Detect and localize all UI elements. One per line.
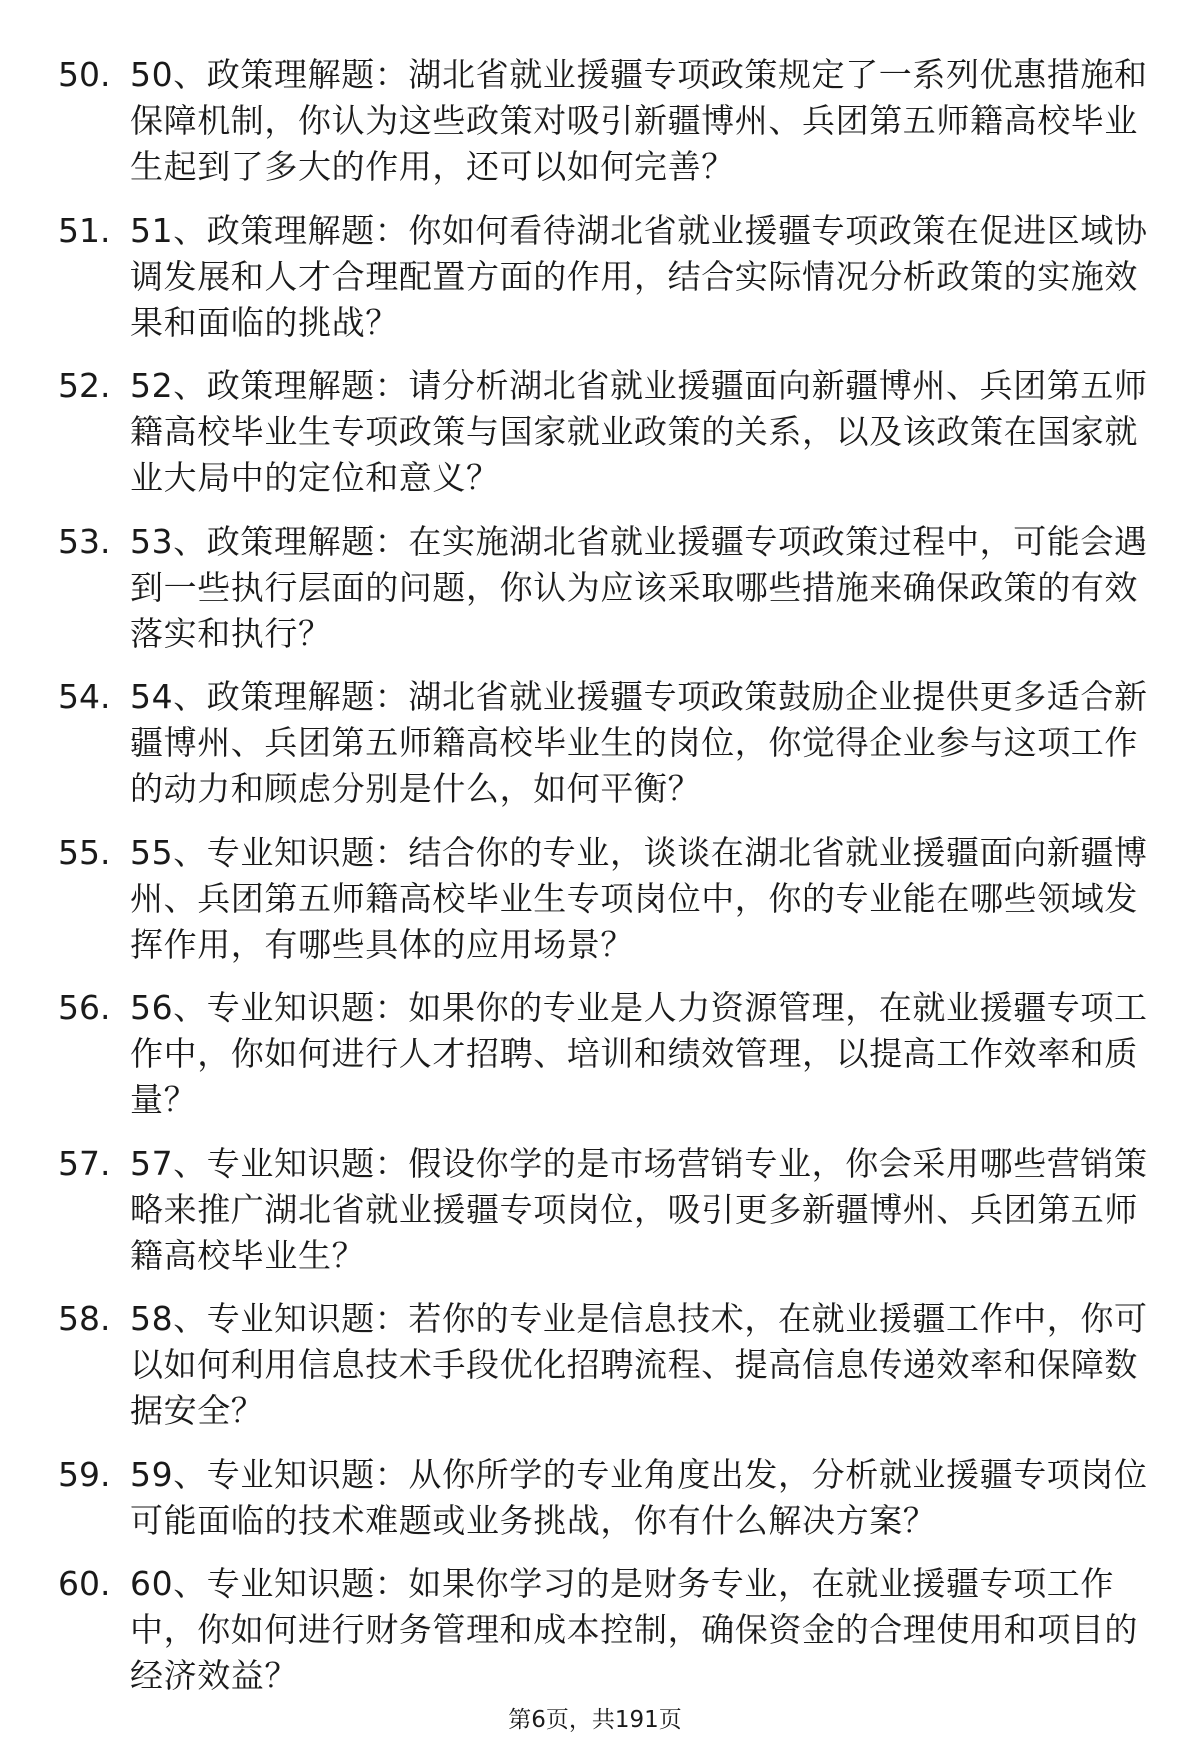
question-number: 50. (58, 55, 111, 94)
question-item (58, 52, 1158, 190)
question-text: 57、专业知识题：假设你学的是市场营销专业，你会采用哪些营销策略来推广湖北省就业援疆专项岗位，吸引更多新疆博州、兵团第五师籍高校毕业生？ (130, 1143, 1148, 1275)
question-item (58, 208, 1158, 346)
question-number: 53. (58, 521, 111, 561)
question-item (58, 985, 1158, 1123)
question-text: 51、政策理解题：你如何看待湖北省就业援疆专项政策在促进区域协调发展和人才合理配置方面的作用，结合实际情况分析政策的实施效果和面临的挑战？ (130, 210, 1148, 342)
question-number: 60. (58, 1564, 111, 1603)
question-item (58, 1452, 1158, 1544)
question-number: 58. (58, 1299, 111, 1338)
question-text: 50、政策理解题：湖北省就业援疆专项政策规定了一系列优惠措施和保障机制，你认为这些政策对吸引新疆博州、兵团第五师籍高校毕业生起到了多大的作用，还可以如何完善？ (130, 55, 1148, 186)
question-number: 56. (58, 988, 111, 1027)
question-number: 54. (58, 677, 111, 716)
question-number: 59. (58, 1454, 111, 1494)
question-item (58, 1561, 1158, 1699)
question-item (58, 363, 1158, 501)
question-item (58, 1296, 1158, 1434)
question-item (58, 830, 1158, 968)
question-text: 54、政策理解题：湖北省就业援疆专项政策鼓励企业提供更多适合新疆博州、兵团第五师籍高校毕业生的岗位，你觉得企业参与这项工作的动力和顾虑分别是什么，如何平衡？ (130, 677, 1148, 808)
question-number: 57. (58, 1143, 111, 1183)
question-text: 60、专业知识题：如果你学习的是财务专业，在就业援疆专项工作中，你如何进行财务管理和成本控制，确保资金的合理使用和项目的经济效益？ (130, 1564, 1138, 1695)
question-list (58, 52, 1158, 1717)
question-number: 55. (58, 832, 111, 872)
question-item (58, 1141, 1158, 1279)
question-text: 53、政策理解题：在实施湖北省就业援疆专项政策过程中，可能会遇到一些执行层面的问题，你认为应该采取哪些措施来确保政策的有效落实和执行？ (130, 521, 1148, 653)
page-footer (0, 1706, 1190, 1734)
question-text: 59、专业知识题：从你所学的专业角度出发，分析就业援疆专项岗位可能面临的技术难题或业务挑战，你有什么解决方案？ (130, 1454, 1148, 1540)
question-item (58, 519, 1158, 657)
question-number: 51. (58, 210, 111, 250)
page-number-label: 第6页，共191页 (508, 1707, 682, 1733)
question-text: 55、专业知识题：结合你的专业，谈谈在湖北省就业援疆面向新疆博州、兵团第五师籍高校毕业生专项岗位中，你的专业能在哪些领域发挥作用，有哪些具体的应用场景？ (130, 832, 1148, 964)
question-text: 58、专业知识题：若你的专业是信息技术，在就业援疆工作中，你可以如何利用信息技术手段优化招聘流程、提高信息传递效率和保障数据安全？ (130, 1299, 1148, 1430)
question-item (58, 674, 1158, 812)
question-number: 52. (58, 366, 111, 405)
question-text: 52、政策理解题：请分析湖北省就业援疆面向新疆博州、兵团第五师籍高校毕业生专项政策与国家就业政策的关系，以及该政策在国家就业大局中的定位和意义？ (130, 366, 1148, 497)
question-text: 56、专业知识题：如果你的专业是人力资源管理，在就业援疆专项工作中，你如何进行人才招聘、培训和绩效管理，以提高工作效率和质量？ (130, 988, 1148, 1119)
